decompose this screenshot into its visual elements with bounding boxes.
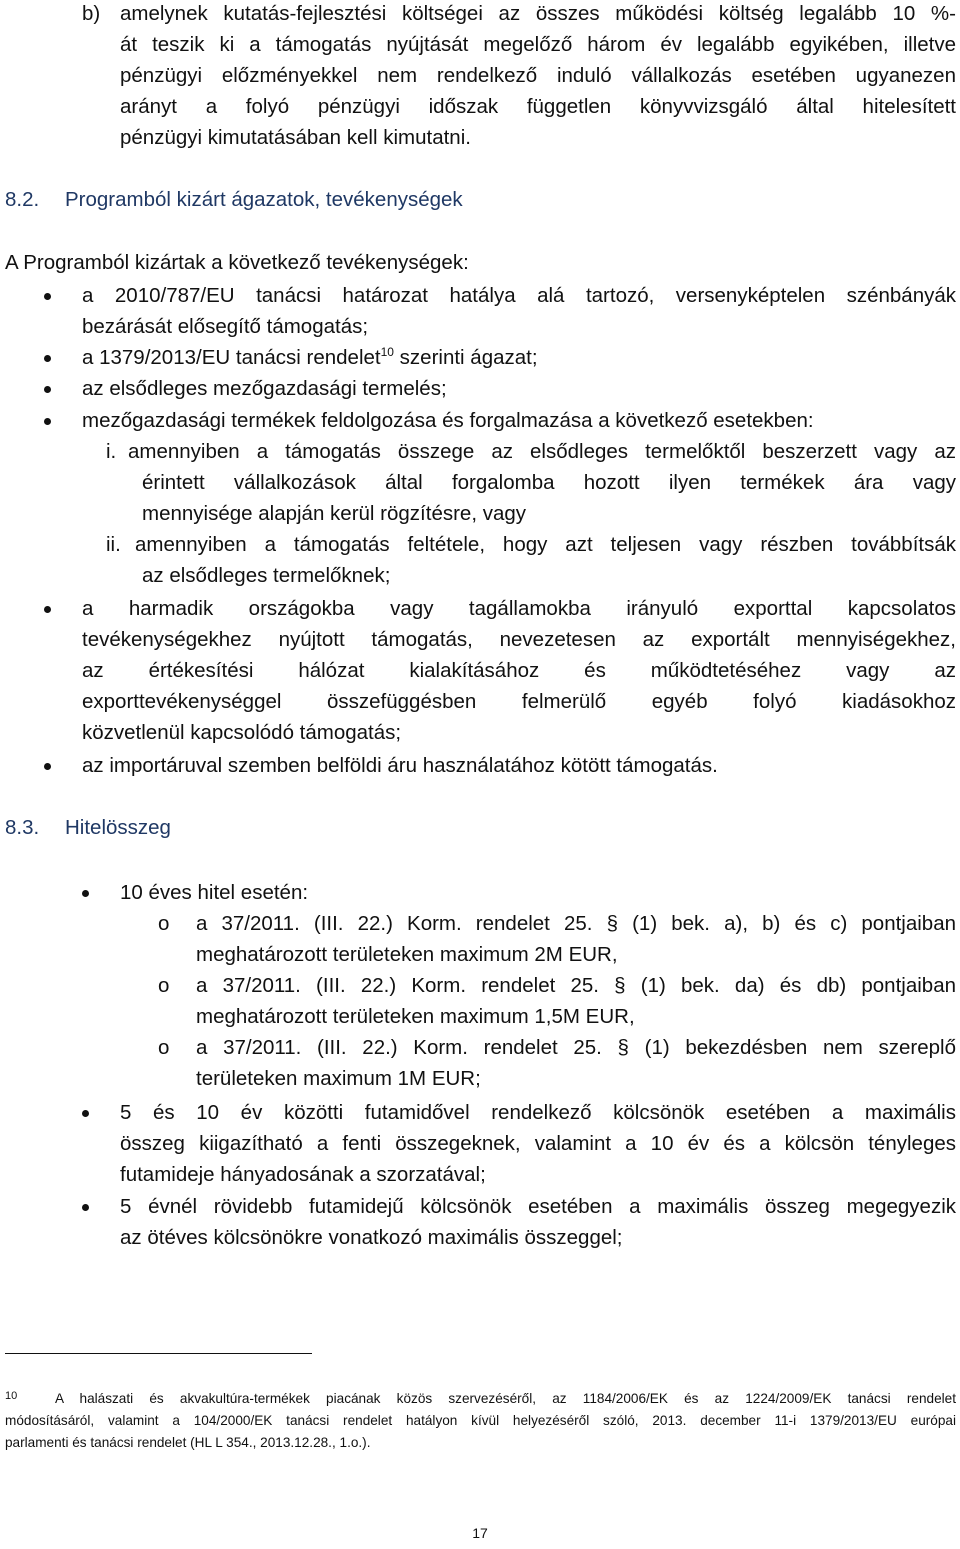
para-b-line-4: arányt a folyó pénzügyi időszak független könyvvizsgáló által hitelesített [120,95,956,118]
para-b-line-2: át teszik ki a támogatás nyújtását megelőző három év legalább egyikében, illetve [120,33,956,56]
section-intro: A Programból kizártak a következő tevékenységek: [5,251,469,274]
bullet-icon [82,1204,89,1211]
section-number-8-3: 8.3. [5,816,40,839]
o-item-3-line-1: a 37/2011. (III. 22.) Korm. rendelet 25. § (1) bekezdésben nem szereplő [196,1036,956,1059]
loan-bullet-2-line-1: 5 és 10 év közötti futamidővel rendelkező kölcsönök esetében a maximális [120,1101,956,1124]
bullet-3: az elsődleges mezőgazdasági termelés; [82,377,447,400]
bullet-2-text: a 1379/2013/EU tanácsi rendelet [82,346,381,369]
footnote-separator [5,1353,312,1354]
loan-bullet-2-line-2: összeg kiigazítható a fenti összegeknek, valamint a 10 év és a kölcsön tényleges [120,1132,956,1155]
footnote-reference[interactable]: 10 [380,345,394,360]
para-b-line-1: amelynek kutatás-fejlesztési költségei az összes működési költség legalább 10 %- [120,2,956,25]
footnote-number: 10 [5,1390,18,1402]
bullet-2 [82,342,538,373]
section-title-8-3: Hitelösszeg [65,816,171,839]
bullet-icon [44,355,51,362]
o-marker: o [158,1036,170,1059]
list-marker-b: b) [82,2,101,25]
sub-ii-line-1: amennyiben a támogatás feltétele, hogy azt teljesen vagy részben továbbítsák [135,533,956,556]
o-item-2-line-2: meghatározott területeken maximum 1,5M EUR, [196,1005,635,1028]
bullet-1-line-2: bezárását elősegítő támogatás; [82,315,369,338]
o-item-2-line-1: a 37/2011. (III. 22.) Korm. rendelet 25. § (1) bek. da) és db) pontjaiban [196,974,956,997]
bullet-icon [82,890,89,897]
section-title-8-2: Programból kizárt ágazatok, tevékenységek [65,188,463,211]
bullet-4: mezőgazdasági termékek feldolgozása és forgalmazása a következő esetekben: [82,409,814,432]
sub-ii-line-2: az elsődleges termelőknek; [142,564,391,587]
sub-marker-ii: ii. [106,533,121,556]
bullet-1-line-1: a 2010/787/EU tanácsi határozat hatálya alá tartozó, versenyképtelen szénbányák [82,284,956,307]
bullet-6: az importáruval szemben belföldi áru használatához kötött támogatás. [82,754,718,777]
section-number-8-2: 8.2. [5,188,40,211]
o-marker: o [158,912,170,935]
loan-bullet-3-line-1: 5 évnél rövidebb futamidejű kölcsönök esetében a maximális összeg megegyezik [120,1195,956,1218]
sub-i-line-3: mennyisége alapján kerül rögzítésre, vagy [142,502,527,525]
bullet-icon [82,1110,89,1117]
bullet-5-line-1: a harmadik országokba vagy tagállamokba irányuló exporttal kapcsolatos [82,597,956,620]
bullet-5-line-4: exporttevékenységgel összefüggésben felmerülő egyéb folyó kiadásokhoz [82,690,956,713]
o-marker: o [158,974,170,997]
loan-bullet-3-line-2: az ötéves kölcsönökre vonatkozó maximális összeggel; [120,1226,623,1249]
bullet-5-line-2: tevékenységekhez nyújtott támogatás, nevezetesen az exportált mennyiségekhez, [82,628,956,651]
o-item-3-line-2: területeken maximum 1M EUR; [196,1067,481,1090]
o-item-1-line-1: a 37/2011. (III. 22.) Korm. rendelet 25. § (1) bek. a), b) és c) pontjaiban [196,912,956,935]
sub-i-line-1: amennyiben a támogatás összege az elsődleges termelőktől beszerzett vagy az [128,440,956,463]
bullet-icon [44,386,51,393]
page-number: 17 [472,1525,488,1541]
loan-bullet-1: 10 éves hitel esetén: [120,881,309,904]
bullet-icon [44,418,51,425]
para-b-line-3: pénzügyi előzményekkel nem rendelkező induló vállalkozás esetében ugyanezen [120,64,956,87]
bullet-icon [44,606,51,613]
o-item-1-line-2: meghatározott területeken maximum 2M EUR, [196,943,618,966]
bullet-5-line-3: az értékesítési hálózat kialakításához és működtetéséhez vagy az [82,659,956,682]
footnote-line-3: parlamenti és tanácsi rendelet (HL L 354., 2013.12.28., 1.o.). [5,1435,371,1450]
bullet-icon [44,763,51,770]
footnote-line-2: módosításáról, valamint a 104/2000/EK tanácsi rendelet hatályon kívül helyezéséről szóló, 2013. december 11-i 1379/2013/EU európai [5,1413,956,1428]
loan-bullet-2-line-3: futamideje hányadosának a szorzatával; [120,1163,486,1186]
sub-i-line-2: érintett vállalkozások által forgalomba hozott ilyen termékek ára vagy [142,471,956,494]
bullet-2-tail: szerinti ágazat; [393,346,538,369]
footnote-line-1: A halászati és akvakultúra-termékek piacának közös szervezéséről, az 1184/2006/EK és az 1224/2009/EK tanácsi rendelet [55,1391,956,1406]
bullet-5-line-5: közvetlenül kapcsolódó támogatás; [82,721,402,744]
para-b-line-5: pénzügyi kimutatásában kell kimutatni. [120,126,471,149]
bullet-icon [44,293,51,300]
sub-marker-i: i. [106,440,117,463]
